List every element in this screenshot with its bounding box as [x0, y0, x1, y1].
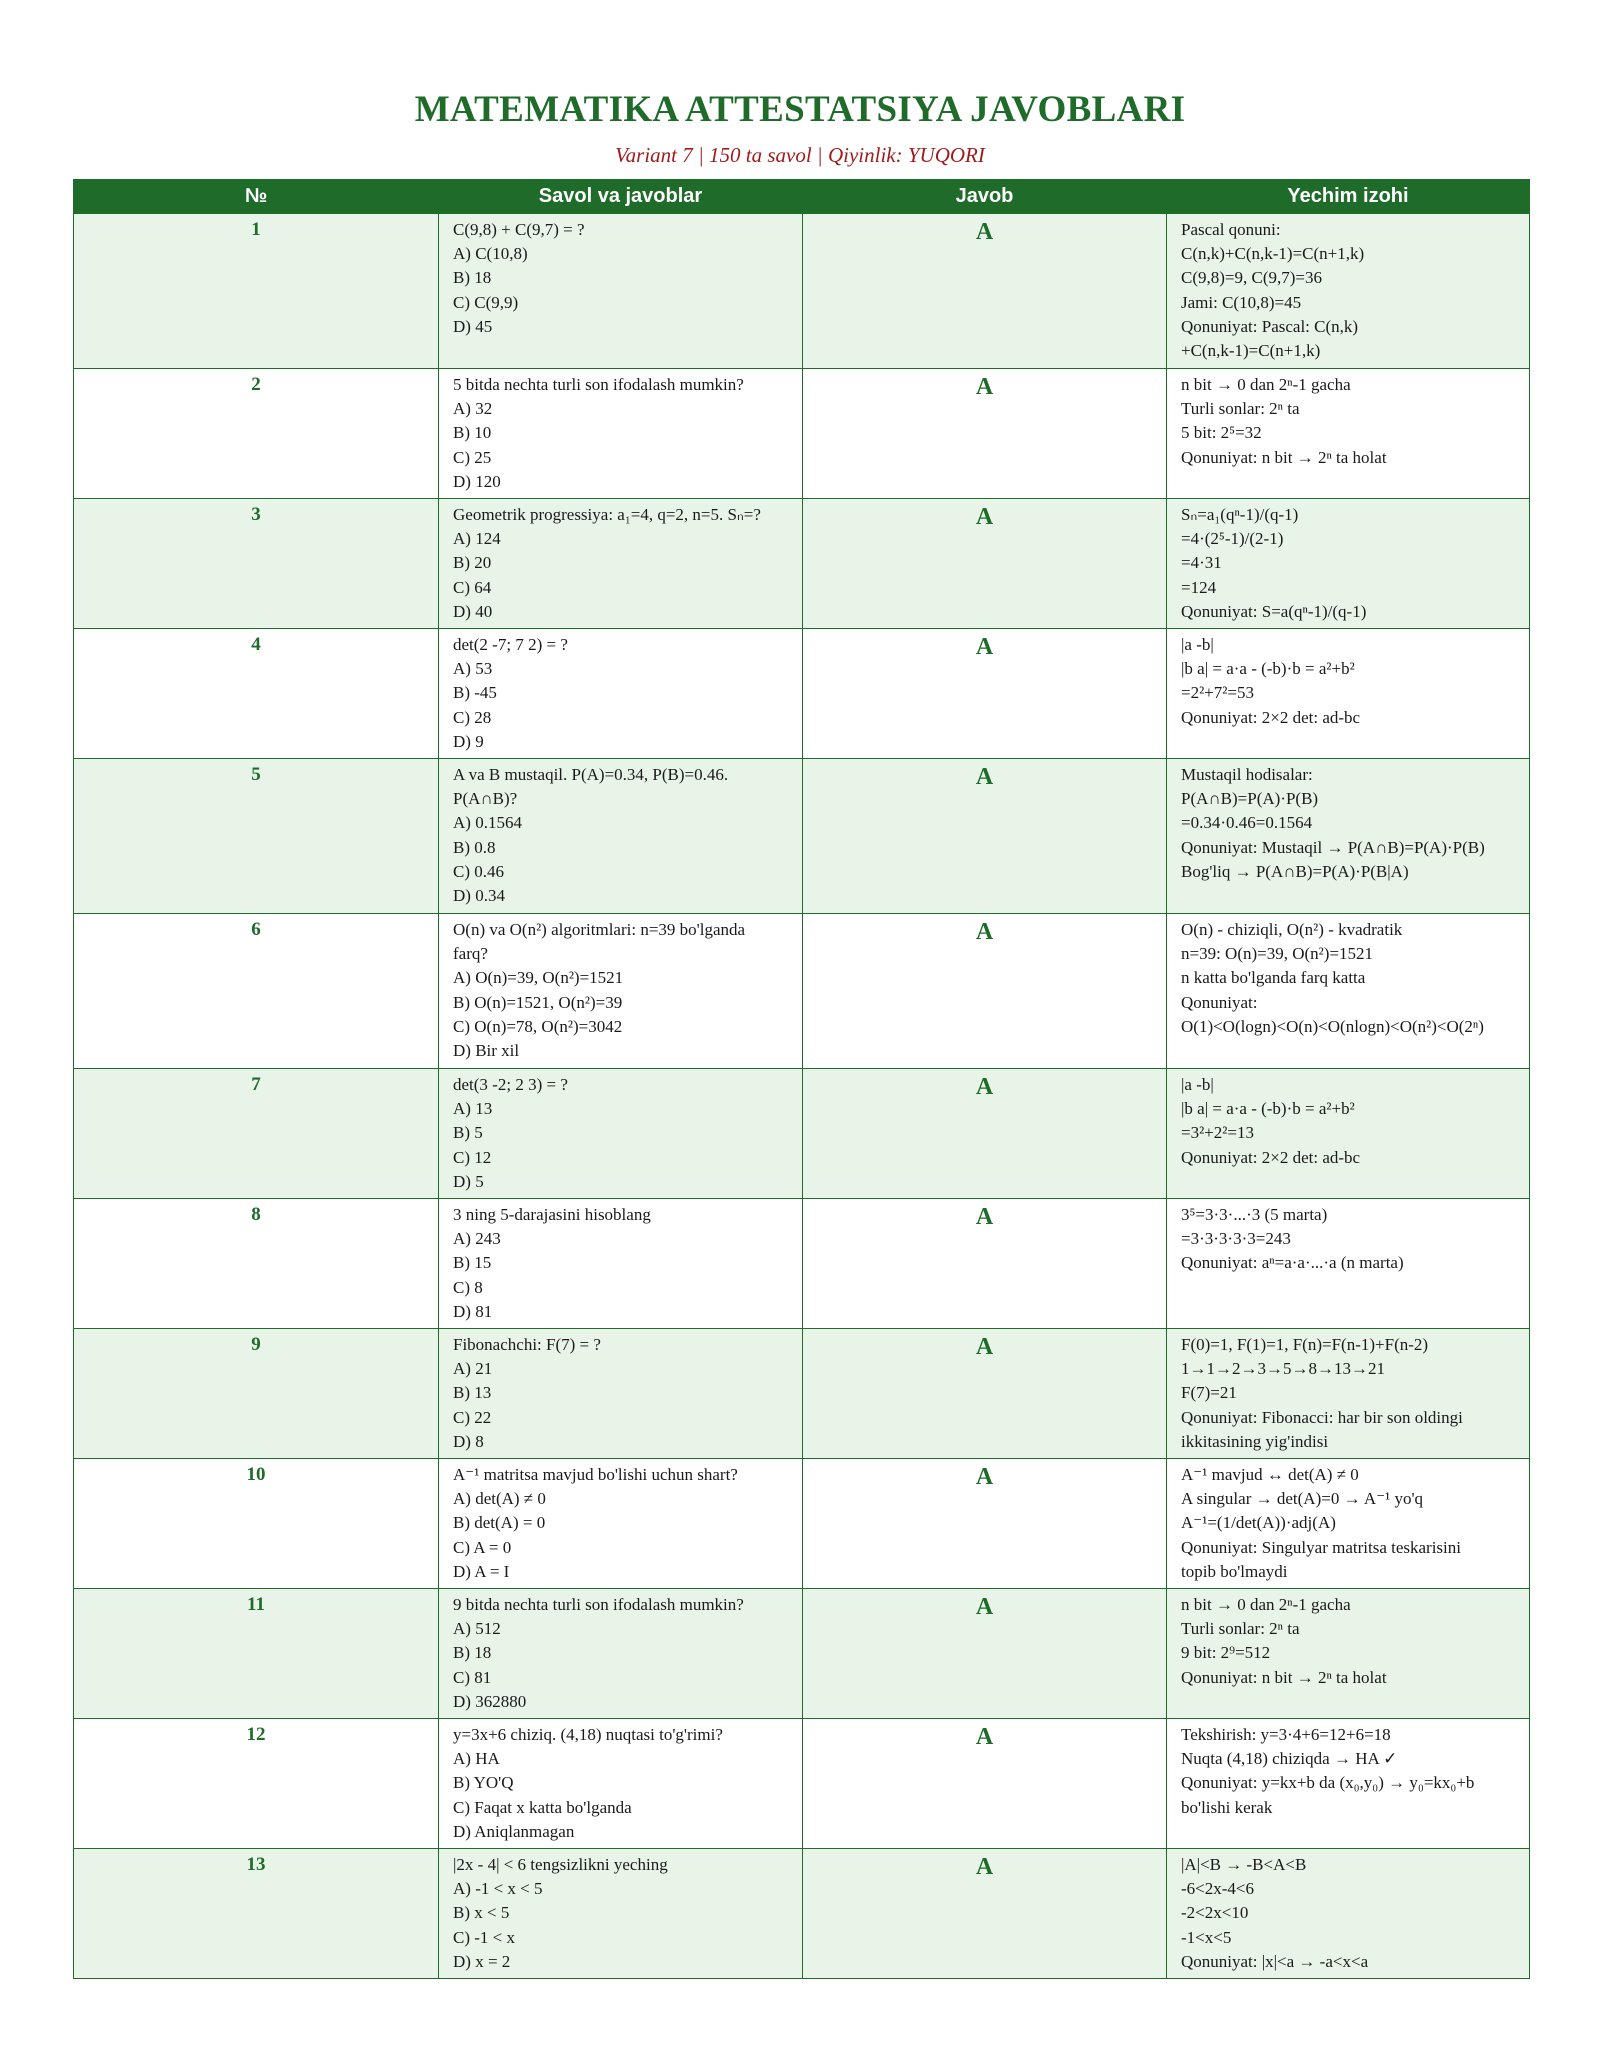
question-option: A) 32: [453, 399, 493, 419]
explanation-line: n=39: O(n)=39, O(n²)=1521: [1181, 944, 1374, 964]
question-option: D) 120: [453, 471, 501, 491]
question-option: B) O(n)=1521, O(n²)=39: [453, 992, 623, 1012]
explanation-line: F(0)=1, F(1)=1, F(n)=F(n-1)+F(n-2): [1181, 1335, 1429, 1354]
explanation-cell: [1167, 629, 1530, 759]
explanation-line: |b a| = a·a - (-b)·b = a²+b²: [1181, 659, 1355, 679]
answer-cell: A: [803, 499, 1167, 629]
explanation-line: F(7)=21: [1181, 1383, 1237, 1403]
question-option: B) 18: [453, 268, 492, 288]
explanation-line: Qonuniyat: Singulyar matritsa teskarisini: [1181, 1537, 1461, 1557]
question-option: C) A = 0: [453, 1537, 512, 1557]
question-text: A va B mustaqil. P(A)=0.34, P(B)=0.46.: [453, 765, 729, 784]
question-option: C) -1 < x: [453, 1927, 515, 1947]
question-option: A) 21: [453, 1359, 493, 1379]
answer-cell: A: [803, 914, 1167, 1069]
answer-cell: A: [803, 369, 1167, 499]
answer-cell: A: [803, 1589, 1167, 1719]
question-option: D) Aniqlanmagan: [453, 1821, 575, 1841]
explanation-line: ikkitasining yig'indisi: [1181, 1431, 1329, 1451]
question-option: A) det(A) ≠ 0: [453, 1489, 546, 1509]
question-text: y=3x+6 chiziq. (4,18) nuqtasi to'g'rimi?: [453, 1725, 723, 1744]
question-option: A) 124: [453, 529, 501, 549]
question-number: 2: [74, 369, 439, 499]
question-cell: [439, 914, 803, 1069]
question-option: D) 40: [453, 601, 493, 621]
question-option: B) 0.8: [453, 837, 496, 857]
explanation-line: |a -b|: [1181, 635, 1214, 654]
explanation-line: =3²+2²=13: [1181, 1123, 1254, 1143]
question-option: B) 18: [453, 1643, 492, 1663]
explanation-line: n bit → 0 dan 2ⁿ-1 gacha: [1181, 1595, 1351, 1614]
question-text: Fibonachchi: F(7) = ?: [453, 1335, 601, 1354]
question-option: A) 512: [453, 1619, 501, 1639]
answer-cell: A: [803, 1329, 1167, 1459]
question-option: C) 8: [453, 1277, 483, 1297]
question-text: det(2 -7; 7 2) = ?: [453, 635, 568, 654]
explanation-line: Sₙ=a₁(qⁿ-1)/(q-1): [1181, 505, 1299, 524]
explanation-line: A⁻¹=(1/det(A))·adj(A): [1181, 1513, 1336, 1533]
question-cell: [439, 1329, 803, 1459]
table-row: [74, 914, 1530, 1069]
explanation-line: =2²+7²=53: [1181, 683, 1254, 703]
table-row: [74, 369, 1530, 499]
explanation-line: 9 bit: 2⁹=512: [1181, 1643, 1271, 1663]
explanation-line: O(n) - chiziqli, O(n²) - kvadratik: [1181, 920, 1403, 939]
explanation-line: P(A∩B)=P(A)·P(B): [1181, 789, 1319, 809]
question-option: A) O(n)=39, O(n²)=1521: [453, 968, 624, 988]
table-row: [74, 499, 1530, 629]
explanation-line: Qonuniyat: n bit → 2ⁿ ta holat: [1181, 447, 1387, 467]
table-row: [74, 1199, 1530, 1329]
question-text: C(9,8) + C(9,7) = ?: [453, 220, 585, 239]
question-number: 13: [74, 1849, 439, 1979]
question-number: 5: [74, 759, 439, 914]
answer-cell: A: [803, 1069, 1167, 1199]
explanation-line: Qonuniyat: S=a(qⁿ-1)/(q-1): [1181, 601, 1367, 621]
explanation-line: Bog'liq → P(A∩B)=P(A)·P(B|A): [1181, 861, 1409, 881]
explanation-line: Turli sonlar: 2ⁿ ta: [1181, 399, 1300, 419]
explanation-line: -6<2x-4<6: [1181, 1879, 1254, 1899]
explanation-line: Qonuniyat: Fibonacci: har bir son oldingi: [1181, 1407, 1463, 1427]
question-option: D) A = I: [453, 1561, 510, 1581]
explanation-line: C(n,k)+C(n,k-1)=C(n+1,k): [1181, 244, 1365, 264]
explanation-line: |a -b|: [1181, 1075, 1214, 1094]
question-option: A) 13: [453, 1099, 493, 1119]
question-text: 3 ning 5-darajasini hisoblang: [453, 1205, 651, 1224]
answer-cell: A: [803, 1849, 1167, 1979]
explanation-line: =124: [1181, 577, 1217, 597]
question-option: B) x < 5: [453, 1903, 510, 1923]
explanation-line: 3⁵=3·3·...·3 (5 marta): [1181, 1205, 1328, 1224]
question-option: C) 28: [453, 707, 492, 727]
explanation-cell: [1167, 1459, 1530, 1589]
explanation-cell: [1167, 214, 1530, 369]
explanation-line: A⁻¹ mavjud ↔ det(A) ≠ 0: [1181, 1465, 1359, 1484]
answer-cell: A: [803, 1459, 1167, 1589]
explanation-line: Qonuniyat: n bit → 2ⁿ ta holat: [1181, 1667, 1387, 1687]
question-number: 7: [74, 1069, 439, 1199]
explanation-cell: [1167, 914, 1530, 1069]
question-option: B) 10: [453, 423, 492, 443]
question-text: O(n) va O(n²) algoritmlari: n=39 bo'lganda: [453, 920, 746, 939]
question-text: 5 bitda nechta turli son ifodalash mumkin?: [453, 375, 744, 394]
question-option: D) 362880: [453, 1691, 527, 1711]
explanation-line: Nuqta (4,18) chiziqda → HA ✓: [1181, 1749, 1398, 1769]
document-subtitle: Variant 7 | 150 ta savol | Qiyinlik: YUQORI: [615, 143, 985, 167]
question-cell: [439, 214, 803, 369]
question-number: 9: [74, 1329, 439, 1459]
question-text: det(3 -2; 2 3) = ?: [453, 1075, 568, 1094]
table-row: [74, 1849, 1530, 1979]
explanation-cell: [1167, 1589, 1530, 1719]
question-option: B) 20: [453, 553, 492, 573]
question-option: C) Faqat x katta bo'lganda: [453, 1797, 632, 1817]
question-option: C) 81: [453, 1667, 492, 1687]
question-option: B) YO'Q: [453, 1773, 514, 1793]
question-option: D) 0.34: [453, 886, 505, 906]
question-number: 4: [74, 629, 439, 759]
explanation-line: Qonuniyat: Mustaqil → P(A∩B)=P(A)·P(B): [1181, 837, 1485, 857]
explanation-line: Qonuniyat: 2×2 det: ad-bc: [1181, 1147, 1361, 1167]
explanation-line: 1→1→2→3→5→8→13→21: [1181, 1359, 1385, 1379]
question-option: A) 243: [453, 1229, 501, 1249]
explanation-line: Turli sonlar: 2ⁿ ta: [1181, 1619, 1300, 1639]
explanation-line: O(1)<O(logn)<O(n)<O(nlogn)<O(n²)<O(2ⁿ): [1181, 1016, 1484, 1036]
explanation-line: |A|<B → -B<A<B: [1181, 1855, 1307, 1874]
explanation-line: +C(n,k-1)=C(n+1,k): [1181, 341, 1321, 361]
question-option: A) 53: [453, 659, 493, 679]
question-number: 3: [74, 499, 439, 629]
question-option: C) C(9,9): [453, 292, 519, 312]
document-title: MATEMATIKA ATTESTATSIYA JAVOBLARI: [414, 89, 1186, 130]
explanation-line: Qonuniyat:: [1181, 992, 1258, 1012]
explanation-line: |b a| = a·a - (-b)·b = a²+b²: [1181, 1099, 1355, 1119]
question-option: C) 0.46: [453, 861, 504, 881]
question-option: D) 45: [453, 316, 493, 336]
answers-table: [73, 179, 1530, 1979]
header-answer: Javob: [803, 180, 1167, 214]
explanation-cell: [1167, 1849, 1530, 1979]
question-option: A) -1 < x < 5: [453, 1879, 543, 1899]
question-cell: [439, 1459, 803, 1589]
question-cell: [439, 629, 803, 759]
explanation-line: Qonuniyat: y=kx+b da (x₀,y₀) → y₀=kx₀+b: [1181, 1773, 1475, 1793]
question-option: B) 13: [453, 1383, 492, 1403]
question-option: C) 64: [453, 577, 492, 597]
question-option: A) HA: [453, 1749, 500, 1769]
question-option: D) 9: [453, 731, 484, 751]
question-option: C) 12: [453, 1147, 492, 1167]
table-row: [74, 1589, 1530, 1719]
explanation-line: =0.34·0.46=0.1564: [1181, 813, 1313, 833]
question-option: D) 81: [453, 1301, 493, 1321]
explanation-cell: [1167, 1069, 1530, 1199]
answer-cell: A: [803, 759, 1167, 914]
question-option: D) x = 2: [453, 1951, 511, 1971]
explanation-line: bo'lishi kerak: [1181, 1797, 1273, 1817]
explanation-line: -1<x<5: [1181, 1927, 1232, 1947]
table-row: [74, 1069, 1530, 1199]
explanation-line: Qonuniyat: Pascal: C(n,k): [1181, 316, 1359, 336]
question-cell: [439, 369, 803, 499]
question-cell: [439, 1589, 803, 1719]
question-option: C) O(n)=78, O(n²)=3042: [453, 1016, 623, 1036]
table-body: [74, 214, 1530, 1979]
question-option: farq?: [453, 944, 488, 964]
explanation-line: n katta bo'lganda farq katta: [1181, 968, 1366, 988]
answer-cell: A: [803, 629, 1167, 759]
explanation-cell: [1167, 369, 1530, 499]
question-text: Geometrik progressiya: a₁=4, q=2, n=5. Sₙ=?: [453, 505, 761, 524]
question-option: D) 5: [453, 1171, 484, 1191]
table-row: [74, 629, 1530, 759]
explanation-line: =3·3·3·3·3=243: [1181, 1229, 1291, 1249]
question-number: 6: [74, 914, 439, 1069]
question-option: B) 5: [453, 1123, 483, 1143]
explanation-line: Qonuniyat: |x|<a → -a<x<a: [1181, 1951, 1369, 1971]
table-row: [74, 1459, 1530, 1589]
explanation-line: A singular → det(A)=0 → A⁻¹ yo'q: [1181, 1489, 1424, 1509]
explanation-line: n bit → 0 dan 2ⁿ-1 gacha: [1181, 375, 1351, 394]
answer-cell: A: [803, 214, 1167, 369]
question-option: A) C(10,8): [453, 244, 528, 264]
question-cell: [439, 1849, 803, 1979]
explanation-cell: [1167, 1199, 1530, 1329]
explanation-line: topib bo'lmaydi: [1181, 1561, 1288, 1581]
explanation-line: Pascal qonuni:: [1181, 220, 1281, 239]
explanation-line: Tekshirish: y=3·4+6=12+6=18: [1181, 1725, 1391, 1744]
question-number: 10: [74, 1459, 439, 1589]
question-cell: [439, 499, 803, 629]
table-row: [74, 1719, 1530, 1849]
question-number: 11: [74, 1589, 439, 1719]
table-row: [74, 759, 1530, 914]
question-option: P(A∩B)?: [453, 789, 518, 809]
header-number: №: [74, 180, 439, 214]
explanation-line: Mustaqil hodisalar:: [1181, 765, 1313, 784]
question-option: B) det(A) = 0: [453, 1513, 546, 1533]
explanation-line: Jami: C(10,8)=45: [1181, 292, 1302, 312]
question-option: C) 22: [453, 1407, 492, 1427]
question-option: D) Bir xil: [453, 1041, 520, 1061]
explanation-line: C(9,8)=9, C(9,7)=36: [1181, 268, 1322, 288]
explanation-line: -2<2x<10: [1181, 1903, 1249, 1923]
answer-cell: A: [803, 1719, 1167, 1849]
question-number: 8: [74, 1199, 439, 1329]
question-text: 9 bitda nechta turli son ifodalash mumkin?: [453, 1595, 744, 1614]
question-cell: [439, 1719, 803, 1849]
question-cell: [439, 1199, 803, 1329]
question-cell: [439, 759, 803, 914]
table-row: [74, 214, 1530, 369]
answer-cell: A: [803, 1199, 1167, 1329]
question-option: B) 15: [453, 1253, 492, 1273]
explanation-cell: [1167, 499, 1530, 629]
explanation-cell: [1167, 1719, 1530, 1849]
header-explanation: Yechim izohi: [1167, 180, 1530, 214]
question-option: D) 8: [453, 1431, 484, 1451]
question-number: 12: [74, 1719, 439, 1849]
explanation-line: Qonuniyat: aⁿ=a·a·...·a (n marta): [1181, 1253, 1404, 1273]
header-question: Savol va javoblar: [439, 180, 803, 214]
question-cell: [439, 1069, 803, 1199]
explanation-line: =4·31: [1181, 553, 1222, 573]
table-header-row: [74, 180, 1530, 214]
question-option: C) 25: [453, 447, 492, 467]
question-text: A⁻¹ matritsa mavjud bo'lishi uchun shart?: [453, 1465, 738, 1484]
explanation-cell: [1167, 1329, 1530, 1459]
question-number: 1: [74, 214, 439, 369]
table-row: [74, 1329, 1530, 1459]
question-option: B) -45: [453, 683, 497, 703]
question-option: A) 0.1564: [453, 813, 522, 833]
explanation-line: =4·(2⁵-1)/(2-1): [1181, 529, 1284, 549]
explanation-cell: [1167, 759, 1530, 914]
explanation-line: Qonuniyat: 2×2 det: ad-bc: [1181, 707, 1361, 727]
explanation-line: 5 bit: 2⁵=32: [1181, 423, 1262, 443]
question-text: |2x - 4| < 6 tengsizlikni yeching: [453, 1855, 668, 1874]
